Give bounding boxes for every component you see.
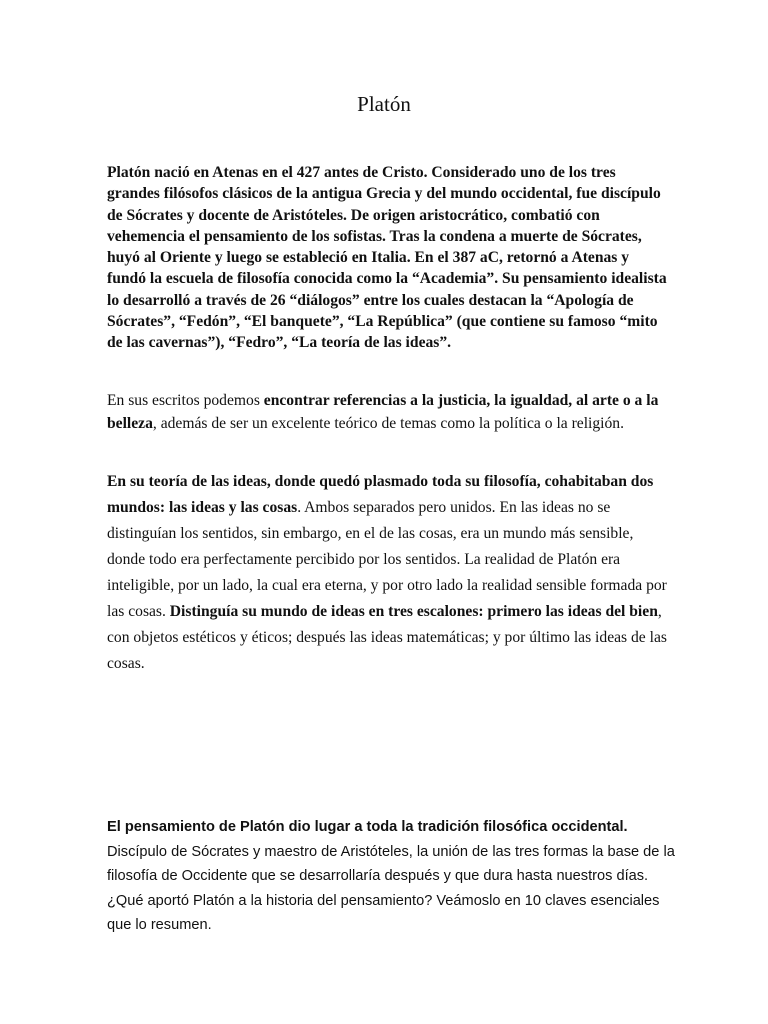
legacy-bold: El pensamiento de Platón dio lugar a toda la tradición filosófica occidental. — [107, 819, 628, 835]
paragraph-writings-rest: , además de ser un excelente teórico de temas como la política o la religión. — [152, 414, 625, 432]
paragraph-writings-intro: En sus escritos podemos — [107, 392, 264, 409]
legacy-text: Discípulo de Sócrates y maestro de Aristóteles, la unión de las tres formas la base de la filosofía de Occidente que se desarrollaría después y que dura hasta nuestros días. ¿Qué aportó Platón a la historia del pensamiento? Veámoslo en 10 claves esenciales que lo resumen. — [107, 843, 675, 934]
paragraph-legacy — [107, 815, 682, 938]
theory-text-2: , con objetos estéticos y éticos; después las ideas matemáticas; y por último las ideas de las cosas. — [107, 603, 667, 672]
paragraph-writings-bold: encontrar referencias a la justicia, la igualdad, al arte o a la belleza — [107, 392, 659, 432]
document-title: Platón — [357, 92, 411, 116]
theory-bold-1: En su teoría de las ideas, donde quedó plasmado toda su filosofía, cohabitaban dos mundos: las ideas y las cosas — [107, 473, 654, 516]
paragraph-theory-of-ideas — [107, 469, 667, 677]
paragraph-intro: Platón nació en Atenas en el 427 antes de Cristo. Considerado uno de los tres grandes filósofos clásicos de la antigua Grecia y del mundo occidental, fue discípulo de Sócrates y docente de Aristóteles. De origen aristocrático, combatió con vehemencia el pensamiento de los sofistas. Tras la condena a muerte de Sócrates, huyó al Oriente y luego se estableció en Italia. En el 387 aC, retornó a Atenas y fundó la escuela de filosofía conocida como la “Academia”. Su pensamiento idealista lo desarrolló a través de 26 “diálogos” entre los cuales destacan la “Apología de Sócrates”, “Fedón”, “El banquete”, “La República” (que contiene su famoso “mito de las cavernas”), “Fedro”, “La teoría de las ideas”. — [107, 164, 667, 352]
paragraph-writings — [107, 390, 667, 435]
theory-text-1: . Ambos separados pero unidos. En las ideas no se distinguían los sentidos, sin embargo, en el de las cosas, era un mundo más sensible, donde todo era perfectamente percibido por los sentidos. La realidad de Platón era inteligible, por un lado, la cual era eterna, y por otro lado la realidad sensible formada por las cosas. — [107, 499, 667, 620]
theory-bold-2: Distinguía su mundo de ideas en tres escalones: primero las ideas del bien — [169, 603, 658, 620]
